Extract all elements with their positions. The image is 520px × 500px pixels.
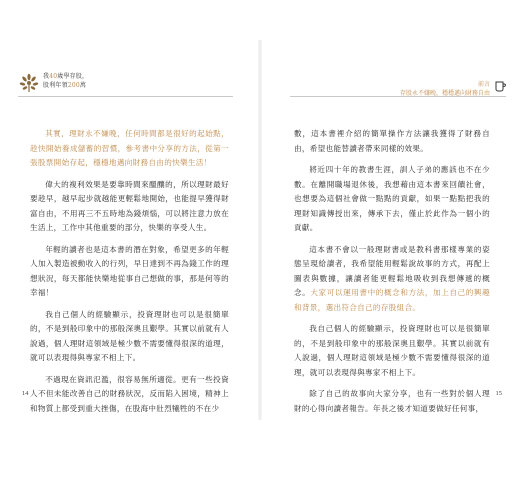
right-page-body (294, 127, 490, 423)
header-divider (18, 96, 233, 97)
plant-logo-icon (18, 72, 40, 94)
paragraph: 不過現在資訊氾濫，很容易無所適從。更有一些投資人不但未能改善自己的財務狀況，反而陷入困境，精神上和物質上都受到重大挫傷，在股海中壯烈犧牲的不在少 (30, 374, 229, 413)
book-title-header: 我40歲學存股， 股利年領200萬 (43, 73, 89, 89)
left-page-body (30, 127, 229, 423)
chapter-subtitle: 存股永不嫌晚，穩穩邁向財務自由 (399, 90, 490, 97)
paragraph (294, 243, 490, 316)
paragraph: 年輕的讀者也是這本書的潛在對象，希望更多的年輕人加入製造被動收入的行列，早日達到不再為錢工作的理想狀況，每天都能快樂地從事自己想做的事，那是何等的幸福！ (30, 244, 229, 297)
paragraph (294, 127, 490, 156)
text-segment: 大家可以運用書中的概念和方法，加上自己的興趣和背景，選出符合自己的存股組合。 (294, 288, 490, 312)
paragraph (294, 387, 490, 416)
text-segment: 將近四十年的教書生涯，訓人子弟的應該也不在少數。在離開職場退休後，我想藉由這本書來回饋社會，也想要為這個社會做一點點的貢獻，如果一點點把我的理財知識傳授出來，傳承下去，僅止於此作為一個小的貢獻。 (294, 165, 490, 232)
paragraph (294, 322, 490, 380)
paragraph (294, 163, 490, 236)
chapter-label: 前言 (477, 81, 490, 88)
text-segment: 我自己個人的經驗顯示，投資理財也可以是很簡單的，不是到般印象中的那般深奧且艱學。其實以前就有人說過，個人理財這領域是極少數不需要懂得很深的道理，就可以表現得與專家不相上下。 (294, 324, 490, 377)
right-page (260, 0, 520, 500)
text-segment: 除了自己的故事向大家分享，也有一些對於個人理財的心得向讀者報告。年長之後才知道要做好任何事， (294, 389, 490, 413)
text-segment: 數，這本書裡介紹的簡單操作方法讓我獲得了財務自由，希望也能替讀者帶來同樣的效果。 (294, 129, 490, 153)
paragraph: 我自己個人的經驗顯示，投資理財也可以是很簡單的，不是到般印象中的那般深奧且艱學。其實以前就有人說過，個人理財這領域是極少數不需要懂得很深的道理，就可以表現得與專家不相上下。 (30, 309, 229, 362)
header-divider (290, 96, 506, 97)
text-segment: 這本書不會以一般理財書或是教科書那樣專業的姿態呈現給讀者，我希望能用輕鬆說故事的方式，再配上圖表與數據，讓讀者能更輕鬆地吸收到我想傳遞的概念。 (294, 244, 490, 297)
paragraph: 偉大的複利效果是要靠時間來醞釀的，所以理財最好要趁早，越早起步就越能更輕鬆地開始，也能提早獲得財富自由，不用再三不五時地為錢煩惱，可以將注意力放在生活上，工作中其他重要的部分，快樂的享受人生。 (30, 179, 229, 232)
cup-icon (495, 80, 506, 92)
page-number: 14 (22, 390, 29, 397)
paragraph: 其實，理財永不嫌晚，任何時間都是很好的起始點，趁快開始養成儲蓄的習慣，參考書中分享的方法，從第一張股票開始存起，穩穩地邁向財務自由的快樂生活！ (30, 129, 229, 167)
page-number: 15 (495, 390, 502, 397)
